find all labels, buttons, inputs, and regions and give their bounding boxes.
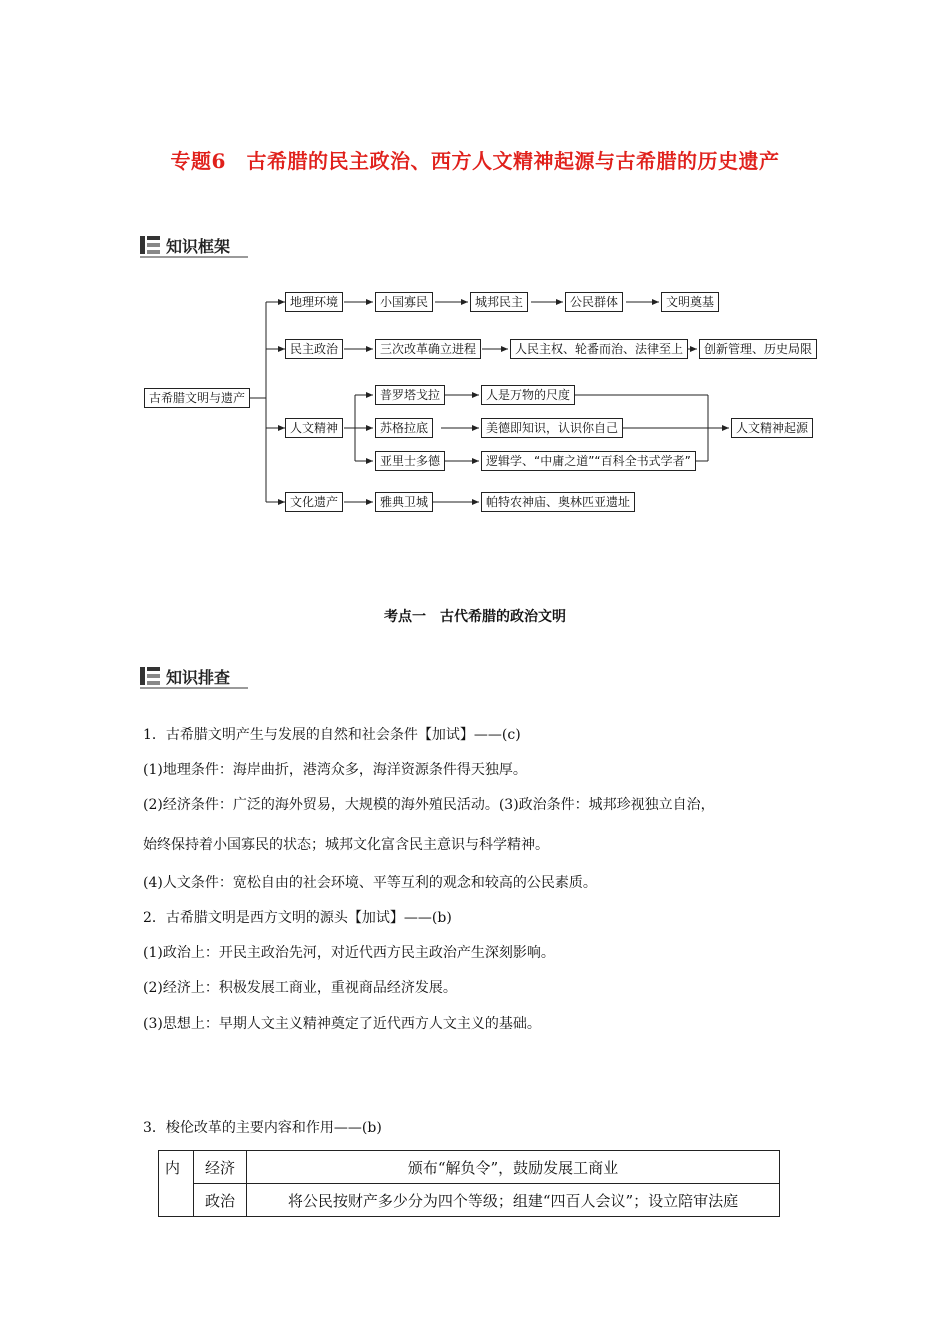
node-parthenon-olympia: 帕特农神庙、奥林匹亚遗址 [481,492,635,512]
node-innovation-limits: 创新管理、历史局限 [699,339,817,359]
text-line: (4)人文条件：宽松自由的社会环境、平等互利的观念和较高的公民素质。 [143,875,597,891]
node-aristotle: 亚里士多德 [375,451,445,471]
node-small-state: 小国寡民 [375,292,433,312]
node-civilization-foundation: 文明奠基 [661,292,719,312]
node-cultural-heritage: 文化遗产 [285,492,343,512]
node-acropolis: 雅典卫城 [375,492,433,512]
node-geography: 地理环境 [285,292,343,312]
section-label: 知识框架 [166,237,231,256]
diagram-root: 古希腊文明与遗产 [144,388,250,408]
node-idea-protagoras: 人是万物的尺度 [481,385,575,405]
table-cell-header: 内 [159,1151,194,1217]
section-icon [140,667,160,685]
diagram-connectors [0,0,950,560]
text-line: 始终保持着小国寡民的状态；城邦文化富含民主意识与科学精神。 [143,837,549,853]
node-protagoras: 普罗塔戈拉 [375,385,445,405]
table-cell-text: 颁布“解负令”，鼓励发展工商业 [247,1151,780,1184]
text-line: 3．梭伦改革的主要内容和作用——(b) [143,1120,382,1136]
node-democracy: 民主政治 [285,339,343,359]
node-humanism-origin: 人文精神起源 [731,418,813,438]
node-citizens: 公民群体 [565,292,623,312]
page-title: 专题6 古希腊的民主政治、西方人文精神起源与古希腊的历史遗产 [170,149,780,173]
node-city-democracy: 城邦民主 [470,292,528,312]
kaodian-heading: 考点一 古代希腊的政治文明 [384,609,566,625]
text-line: (2)经济上：积极发展工商业，重视商品经济发展。 [143,980,457,996]
text-line: (2)经济条件：广泛的海外贸易，大规模的海外殖民活动。(3)政治条件：城邦珍视独立自治， [143,797,715,813]
solon-reform-table [158,1150,780,1217]
node-principles: 人民主权、轮番而治、法律至上 [510,339,688,359]
text-line: (3)思想上：早期人文主义精神奠定了近代西方人文主义的基础。 [143,1016,541,1032]
text-line: 2．古希腊文明是西方文明的源头【加试】——(b) [143,910,452,926]
node-idea-aristotle: 逻辑学、“中庸之道”“百科全书式学者” [481,451,696,471]
text-line: (1)地理条件：海岸曲折，港湾众多，海洋资源条件得天独厚。 [143,762,527,778]
text-line: (1)政治上：开民主政治先河，对近代西方民主政治产生深刻影响。 [143,945,555,961]
table-row [159,1184,780,1217]
node-idea-socrates: 美德即知识，认识你自己 [481,418,623,438]
table-cell-label: 政治 [194,1184,247,1217]
node-socrates: 苏格拉底 [375,418,433,438]
table-cell-text: 将公民按财产多少分为四个等级；组建“四百人会议”；设立陪审法庭 [247,1184,780,1217]
table-row [159,1151,780,1184]
text-line: 1．古希腊文明产生与发展的自然和社会条件【加试】——(c) [143,727,521,743]
section-label: 知识排查 [166,668,231,687]
node-humanism: 人文精神 [285,418,343,438]
table-cell-label: 经济 [194,1151,247,1184]
section-header-check [140,665,248,689]
node-three-reforms: 三次改革确立进程 [375,339,481,359]
